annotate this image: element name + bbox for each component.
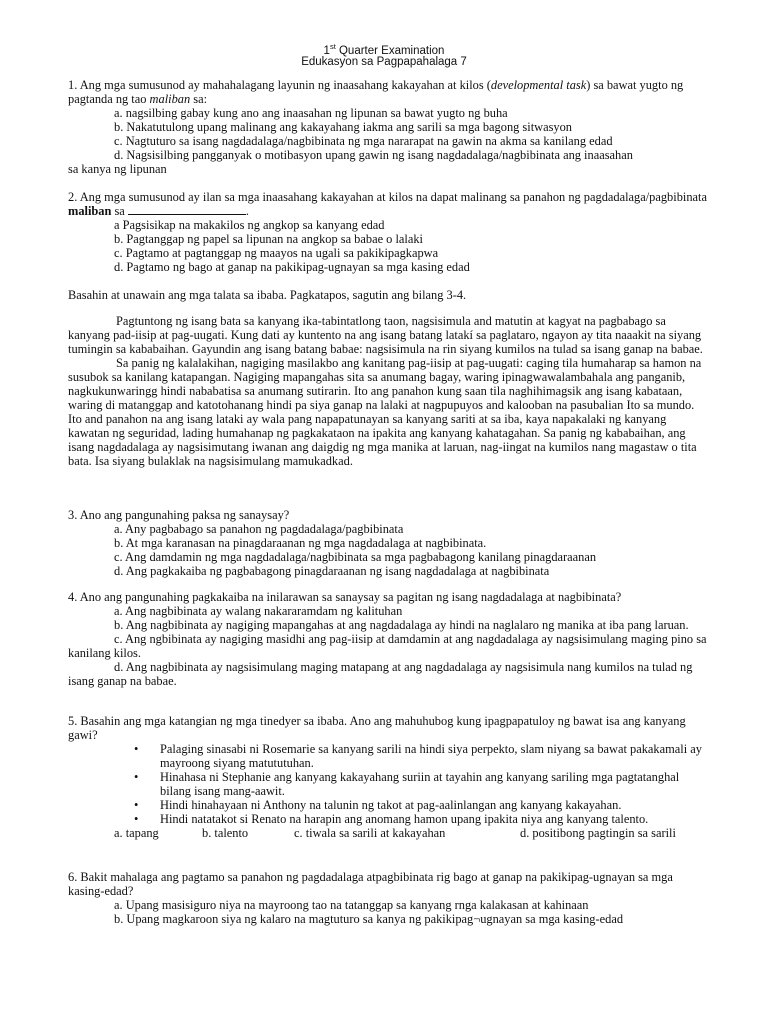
q4-option-a[interactable]: a. Ang nagbibinata ay walang nakararamdam ng kalituhan <box>114 604 403 618</box>
q1-option-b[interactable]: b. Nakatutulong upang malinang ang kakayahang iakma ang sarili sa mga bagong sitwasyon <box>114 120 572 134</box>
question-6-text: 6. Bakit mahalaga ang pagtamo sa panahon ng pagdadalaga atpagbibinata rig bago at ganap na pakikipag-ugnayan sa mga kasing-edad? <box>68 870 673 898</box>
q5-option-a[interactable]: a. tapang <box>114 826 159 840</box>
bullet-icon: • <box>134 742 139 756</box>
q4-option-d[interactable]: d. Ang nagbibinata ay nagsisimulang maging matapang at ang nagdadalaga ay nagsisimula nang kumilos na tulad ng isang ganap na babae. <box>68 660 693 688</box>
question-4 <box>68 590 708 688</box>
quarter-suffix: st <box>329 42 336 51</box>
question-5-text: 5. Basahin ang mga katangian ng mga tinedyer sa ibaba. Ano ang mahuhubog kung ipagpapatuloy ng bawat isa ang kanyang gawi? <box>68 714 686 742</box>
question-4-text: 4. Ano ang pangunahing pagkakaiba na inilarawan sa sanaysay sa pagitan ng isang nagdadalaga at nagbibinata? <box>68 590 622 604</box>
question-3 <box>68 508 708 578</box>
q5-traits-list <box>68 742 708 826</box>
question-5 <box>68 714 708 840</box>
q3-option-c[interactable]: c. Ang damdamin ng mga nagdadalaga/nagbibinata sa mga pagbabagong kanilang pinagdaraanan <box>114 550 597 564</box>
passage-paragraph-2: Sa panig ng kalalakihan, nagiging masilakbo ang kanitang pag-iisip at pag-uugati: caging tila humaharap sa hamon na susubok sa kanilang katapangan. Nagiging mapangahas sita sa anumang bagay, waring ipinagwawalambahala ang panganib, nagkukunwaringg hindi nababatisa sa anumang sutirarin. Ito ang panahon kung saan tila naghihimagsik ang isang kabataan, waring di matanggap and katotohanang hindi pa siya ganap na lalaki at nagpupuyos and kalooban na pasubalian Ito sa mundo. Ito and panahon na ang isang lataki ay wala pang napapatunayan sa kanyang sariti at sa iba, kaya napakalaki ng kanyang kawatan ng seguridad, lading humahanap ng pagkakataon na ipakita ang kanyang kahatagahan. Sa panig ng kababaihan, ang isang nagdadalaga ay nagsisimutang iwanan ang daigdig ng mga manika at laruan, nag-iingat na kumilos nang magastaw o tita bata. Isa siyang bulaklak na nagsisimulang mamukadkad. <box>68 356 702 468</box>
q2-option-d[interactable]: d. Pagtamo ng bago at ganap na pakikipag-ugnayan sa mga kasing edad <box>114 260 470 274</box>
exam-subject: Edukasyon sa Pagpapahalaga 7 <box>301 56 467 68</box>
question-1 <box>68 78 708 176</box>
q6-option-b[interactable]: b. Upang magkaroon siya ng kalaro na magtuturo sa kanya ng pakikipag¬ugnayan sa mga kasing-edad <box>114 912 624 926</box>
q5-trait-item: • Hindi hinahayaan ni Anthony na talunin ng takot at pag-aalinlangan ang kanyang kakayahan. <box>134 798 622 812</box>
question-1-text: 1. Ang mga sumusunod ay mahahalagang layunin ng inaasahang kakayahan at kilos (developmental task) sa bawat yugto ng pagtanda ng tao maliban sa: <box>68 78 684 106</box>
quarter-label: Quarter Examination <box>335 44 445 57</box>
q4-option-c[interactable]: c. Ang ngbibinata ay nagiging masidhi ang pag-iisip at damdamin at ang nagdadalaga ay nagsisimulang maging pino sa kanilang kilos. <box>68 632 707 660</box>
question-2-text: 2. Ang mga sumusunod ay ilan sa mga inaasahang kakayahan at kilos na dapat malinang sa panahon ng pagdadalaga/pagbibinata maliban sa . <box>68 190 707 218</box>
q5-trait-item: • Hindi natatakot si Renato na harapin ang anomang hamon upang ipakita niya ang kanyang talento. <box>134 812 649 826</box>
q1-option-d-continued: sa kanya ng lipunan <box>68 162 167 176</box>
reading-passage <box>68 314 708 468</box>
question-6 <box>68 870 708 926</box>
q5-trait-item: • Hinahasa ni Stephanie ang kanyang kakayahang suriin at tayahin ang kanyang sariling mga pagtatanghal bilang isang mang-aawit. <box>134 770 680 798</box>
q1-option-a[interactable]: a. nagsilbing gabay kung ano ang inaasahan ng lipunan sa bawat yugto ng buha <box>114 106 508 120</box>
q5-option-d[interactable]: d. positibong pagtingin sa sarili <box>520 826 676 840</box>
quarter-number: 1 <box>323 44 330 57</box>
q6-option-a[interactable]: a. Upang masisiguro niya na mayroong tao na tatanggap sa kanyang rnga kalakasan at kahinaan <box>114 898 589 912</box>
q4-option-b[interactable]: b. Ang nagbibinata ay nagiging mapangahas at ang nagdadalaga ay hindi na naglalaro ng manika at iba pang laruan. <box>114 618 689 632</box>
q5-trait-item: • Palaging sinasabi ni Rosemarie sa kanyang sarili na hindi siya perpekto, slam niyang sa bawat pakakamali ay mayroong siyang matututuhan. <box>134 742 702 770</box>
reading-instruction: Basahin at unawain ang mga talata sa ibaba. Pagkatapos, sagutin ang bilang 3-4. <box>68 288 467 302</box>
bullet-icon: • <box>134 770 139 784</box>
q2-option-a[interactable]: a Pagsisikap na makakilos ng angkop sa kanyang edad <box>114 218 385 232</box>
q2-option-b[interactable]: b. Pagtanggap ng papel sa lipunan na angkop sa babae o lalaki <box>114 232 423 246</box>
answer-blank <box>128 204 246 215</box>
q1-option-c[interactable]: c. Nagtuturo sa isang nagdadalaga/nagbibinata ng mga nararapat na gawin na akma sa kanilang edad <box>114 134 613 148</box>
q5-option-c[interactable]: c. tiwala sa sarili at kakayahan <box>294 826 446 840</box>
q5-answer-choices <box>68 826 708 840</box>
question-3-text: 3. Ano ang pangunahing paksa ng sanaysay? <box>68 508 290 522</box>
question-2 <box>68 190 708 274</box>
bullet-icon: • <box>134 798 139 812</box>
q3-option-a[interactable]: a. Any pagbabago sa panahon ng pagdadalaga/pagbibinata <box>114 522 404 536</box>
q2-option-c[interactable]: c. Pagtamo at pagtanggap ng maayos na ugali sa pakikipagkapwa <box>114 246 439 260</box>
q1-option-d[interactable]: d. Nagsisilbing pangganyak o motibasyon upang gawin ng isang nagdadalaga/nagbibinata ang inaasahan <box>114 148 633 162</box>
bullet-icon: • <box>134 812 139 826</box>
q3-option-d[interactable]: d. Ang pagkakaiba ng pagbabagong pinagdaraanan ng isang nagdadalaga at nagbibinata <box>114 564 550 578</box>
q5-option-b[interactable]: b. talento <box>202 826 249 840</box>
q3-option-b[interactable]: b. At mga karanasan na pinagdaraanan ng mga nagdadalaga at nagbibinata. <box>114 536 487 550</box>
passage-paragraph-1: Pagtuntong ng isang bata sa kanyang ika-tabintatlong taon, nagsisimula and matutin at kagyat na pagbabago sa kanyang pad-iisip at pag-uugati. Kung dati ay kuntento na ang isang batang latakí sa paglataro, ngayon ay tita naaakit na siyang tumingin sa kababaihan. Gayundin ang isang batang babae: nagsisimula na rin siyang kumilos na tulad sa isang ganap na babae. <box>68 314 703 356</box>
